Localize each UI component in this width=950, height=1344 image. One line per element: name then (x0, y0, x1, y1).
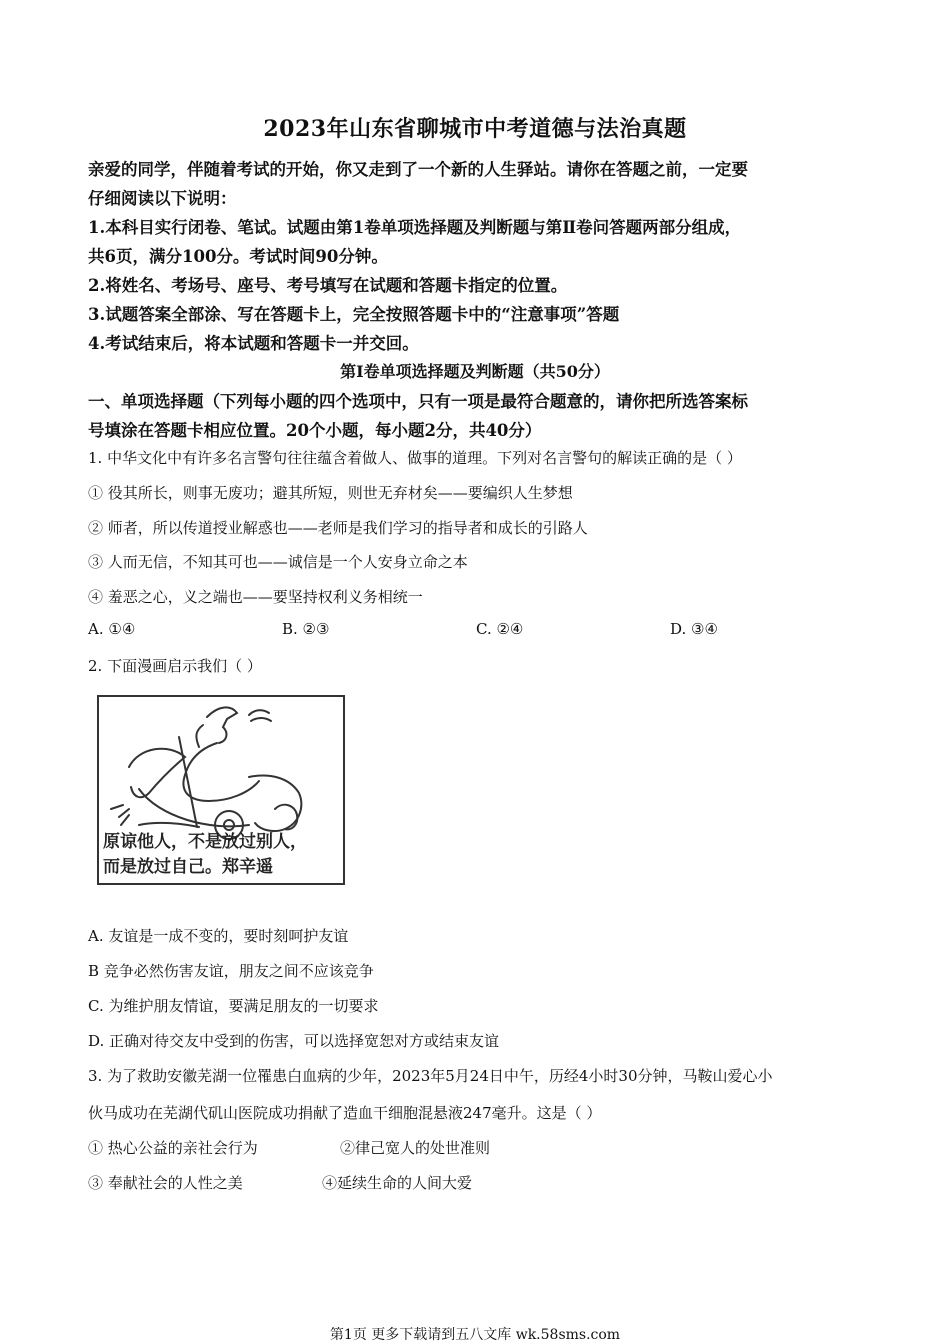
page-footer: 第1页 更多下载请到五八文库 wk.58sms.com (329, 1327, 621, 1343)
instruction-4: 4.考试结束后，将本试题和答题卡一并交回。 (88, 334, 419, 353)
q2-option-a: A. 友谊是一成不变的，要时刻呵护友谊 (88, 927, 349, 945)
instruction-1a: 1.本科目实行闭卷、笔试。试题由第1卷单项选择题及判断题与第Ⅱ卷问答题两部分组成， (88, 218, 742, 237)
part1-heading-line-1: 一、单项选择题（下列每小题的四个选项中，只有一项是最符合题意的，请你把所选答案标 (88, 392, 748, 411)
q1-option-a: A. ①④ (88, 620, 136, 638)
q2-option-c: C. 为维护朋友情谊，要满足朋友的一切要求 (88, 997, 379, 1015)
q1-statement-1: ① 役其所长，则事无废功；避其所短，则世无弃材矣——要编织人生梦想 (88, 484, 573, 502)
instruction-2: 2.将姓名、考场号、座号、考号填写在试题和答题卡指定的位置。 (88, 276, 568, 295)
q3-statement-1: ① 热心公益的亲社会行为 (88, 1139, 258, 1157)
intro-line-1: 亲爱的同学，伴随着考试的开始，你又走到了一个新的人生驿站。请你在答题之前，一定要 (88, 160, 748, 179)
q1-statement-2: ② 师者，所以传道授业解惑也——老师是我们学习的指导者和成长的引路人 (88, 519, 588, 537)
comic-caption-1: 原谅他人，不是放过别人， (103, 832, 307, 852)
q1-option-b: B. ②③ (282, 620, 330, 638)
instruction-1b: 共6页，满分100分。考试时间90分钟。 (88, 247, 388, 266)
q2-option-b: B 竞争必然伤害友谊，朋友之间不应该竞争 (88, 962, 374, 980)
intro-line-2: 仔细阅读以下说明： (88, 189, 237, 208)
comic-caption-2: 而是放过自己。郑辛遥 (103, 857, 273, 877)
q1-option-c: C. ②④ (476, 620, 524, 638)
q1-option-d: D. ③④ (670, 620, 718, 638)
q2-option-d: D. 正确对待交友中受到的伤害，可以选择宽恕对方或结束友谊 (88, 1032, 500, 1050)
q1-statement-4: ④ 羞恶之心，义之端也——要坚持权利义务相统一 (88, 588, 423, 606)
q1-stem: 1. 中华文化中有许多名言警句往往蕴含着做人、做事的道理。下列对名言警句的解读正确的是（ ） (88, 449, 742, 467)
q3-statement-4: ④延续生命的人间大爱 (322, 1174, 473, 1192)
q3-stem-line-1: 3. 为了救助安徽芜湖一位罹患白血病的少年，2023年5月24日中午，历经4小时30分钟，马鞍山爱心小 (88, 1067, 773, 1085)
instruction-3: 3.试题答案全部涂、写在答题卡上，完全按照答题卡中的“注意事项”答题 (88, 305, 620, 324)
part1-heading-line-2: 号填涂在答题卡相应位置。20个小题，每小题2分，共40分） (88, 421, 542, 440)
section-title: 第I卷单项选择题及判断题（共50分） (340, 362, 610, 381)
q3-statement-2: ②律己宽人的处世准则 (340, 1139, 491, 1157)
q3-statement-3: ③ 奉献社会的人性之美 (88, 1174, 243, 1192)
page-title: 2023年山东省聊城市中考道德与法治真题 (263, 116, 687, 142)
q2-stem: 2. 下面漫画启示我们（ ） (88, 657, 262, 675)
comic-image (97, 695, 345, 885)
q1-statement-3: ③ 人而无信，不知其可也——诚信是一个人安身立命之本 (88, 553, 468, 571)
comic-drawing (99, 697, 343, 883)
q3-stem-line-2: 伙马成功在芜湖代矶山医院成功捐献了造血干细胞混悬液247毫升。这是（ ） (88, 1104, 602, 1122)
